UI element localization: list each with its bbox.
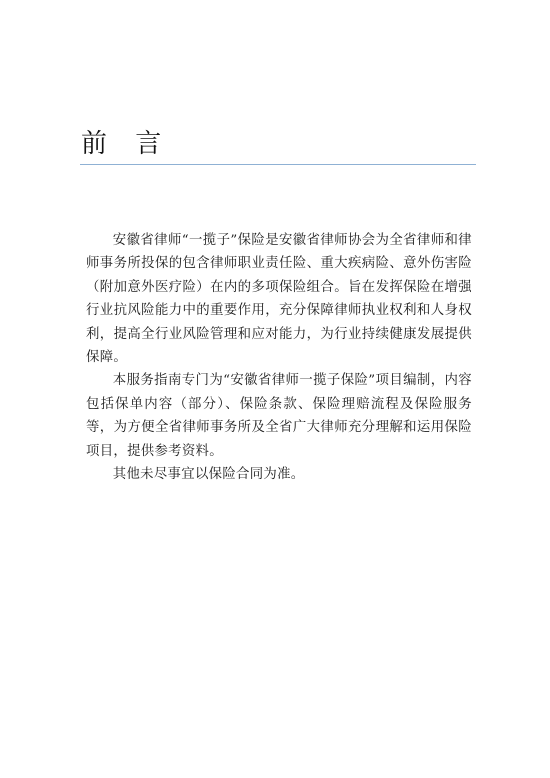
paragraph-intro: 安徽省律师“一揽子”保险是安徽省律师协会为全省律师和律师事务所投保的包含律师职业责任险、重大疾病险、意外伤害险（附加意外医疗险）在内的多项保险组合。旨在发挥保险在增强行业抗风险能力中的重要作用，充分保障律师执业权利和人身权利，提高全行业风险管理和应对能力，为行业持续健康发展提供保障。 <box>86 233 472 366</box>
body-text <box>86 229 472 486</box>
page-title: 前 言 <box>81 129 172 159</box>
paragraph-guide: 本服务指南专门为“安徽省律师一揽子保险”项目编制，内容包括保单内容（部分）、保险条款、保险理赔流程及保险服务等，为方便全省律师事务所及全省广大律师充分理解和运用保险项目，提供参考资料。 <box>86 373 472 459</box>
paragraph-note: 其他未尽事宜以保险合同为准。 <box>112 467 305 483</box>
title-divider <box>80 164 476 165</box>
